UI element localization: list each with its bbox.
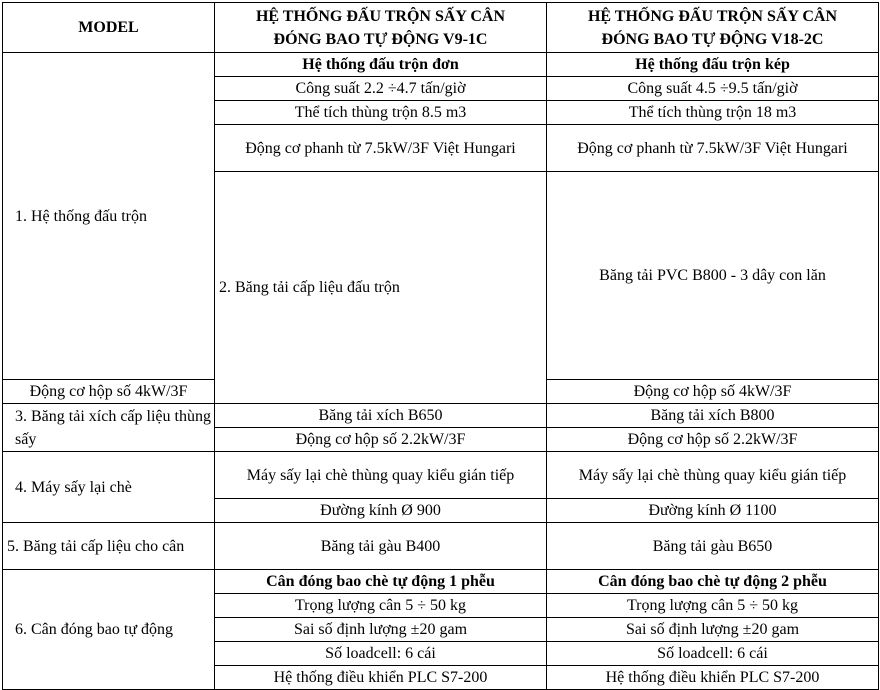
v18-header-line2: ĐÓNG BAO TỰ ĐỘNG V18-2C bbox=[601, 30, 824, 48]
section-label: 5. Băng tải cấp liệu cho cân bbox=[3, 523, 215, 570]
v9-header-line2: ĐÓNG BAO TỰ ĐỘNG V9-1C bbox=[273, 30, 488, 48]
v18-header bbox=[547, 3, 879, 53]
v9-header bbox=[215, 3, 547, 53]
v9-cell: Trọng lượng cân 5 ÷ 50 kg bbox=[215, 594, 547, 618]
v9-cell: Công suất 2.2 ÷4.7 tấn/giờ bbox=[215, 77, 547, 101]
v18-cell: Máy sấy lại chè thùng quay kiểu gián tiếp bbox=[547, 452, 879, 499]
v9-cell: Sai số định lượng ±20 gam bbox=[215, 618, 547, 642]
section-label: 3. Băng tải xích cấp liệu thùng sấy bbox=[3, 404, 215, 452]
v18-cell: Đường kính Ø 1100 bbox=[547, 499, 879, 523]
v9-cell: Hệ thống đấu trộn đơn bbox=[215, 53, 547, 77]
v18-cell: Hệ thống điều khiển PLC S7-200 bbox=[547, 666, 879, 690]
v18-cell: Số loadcell: 6 cái bbox=[547, 642, 879, 666]
section-label: 4. Máy sấy lại chè bbox=[3, 452, 215, 523]
v9-header-line1: HỆ THỐNG ĐẤU TRỘN SẤY CÂN bbox=[255, 7, 506, 25]
v9-cell: Máy sấy lại chè thùng quay kiểu gián tiếp bbox=[215, 452, 547, 499]
v18-cell: Động cơ hộp số 4kW/3F bbox=[547, 380, 879, 404]
v9-cell: Băng tải xích B650 bbox=[215, 404, 547, 428]
v18-cell: Động cơ phanh từ 7.5kW/3F Việt Hungari bbox=[547, 125, 879, 172]
table-row bbox=[3, 523, 879, 570]
table-row bbox=[3, 570, 879, 594]
v9-cell: Đường kính Ø 900 bbox=[215, 499, 547, 523]
v18-cell: Cân đóng bao chè tự động 2 phễu bbox=[547, 570, 879, 594]
v9-cell: Băng tải gàu B400 bbox=[215, 523, 547, 570]
v18-cell: Băng tải gàu B650 bbox=[547, 523, 879, 570]
v18-cell: Băng tải xích B800 bbox=[547, 404, 879, 428]
section-label: 1. Hệ thống đấu trộn bbox=[3, 53, 215, 380]
v18-cell: Thể tích thùng trộn 18 m3 bbox=[547, 101, 879, 125]
v9-cell: Số loadcell: 6 cái bbox=[215, 642, 547, 666]
v18-cell: Công suất 4.5 ÷9.5 tấn/giờ bbox=[547, 77, 879, 101]
header-row bbox=[3, 3, 879, 53]
table-row bbox=[3, 452, 879, 499]
spec-table bbox=[2, 2, 879, 690]
v18-header-line1: HỆ THỐNG ĐẤU TRỘN SẤY CÂN bbox=[587, 7, 838, 25]
v9-cell: Động cơ hộp số 4kW/3F bbox=[3, 380, 215, 404]
v9-cell: Thể tích thùng trộn 8.5 m3 bbox=[215, 101, 547, 125]
section-label: 2. Băng tải cấp liệu đấu trộn bbox=[215, 172, 547, 404]
v18-cell: Sai số định lượng ±20 gam bbox=[547, 618, 879, 642]
v18-cell: Hệ thống đấu trộn kép bbox=[547, 53, 879, 77]
v9-cell: Hệ thống điều khiển PLC S7-200 bbox=[215, 666, 547, 690]
table-row bbox=[3, 404, 879, 428]
v18-cell: Động cơ hộp số 2.2kW/3F bbox=[547, 428, 879, 452]
v9-cell: Động cơ phanh từ 7.5kW/3F Việt Hungari bbox=[215, 125, 547, 172]
v9-cell: Động cơ hộp số 2.2kW/3F bbox=[215, 428, 547, 452]
v18-cell: Trọng lượng cân 5 ÷ 50 kg bbox=[547, 594, 879, 618]
table-row bbox=[3, 53, 879, 77]
v9-cell: Cân đóng bao chè tự động 1 phễu bbox=[215, 570, 547, 594]
v9-cell: Băng tải PVC B800 - 3 dây con lăn bbox=[547, 172, 879, 380]
section-label: 6. Cân đóng bao tự động bbox=[3, 570, 215, 690]
model-header: MODEL bbox=[3, 3, 215, 53]
